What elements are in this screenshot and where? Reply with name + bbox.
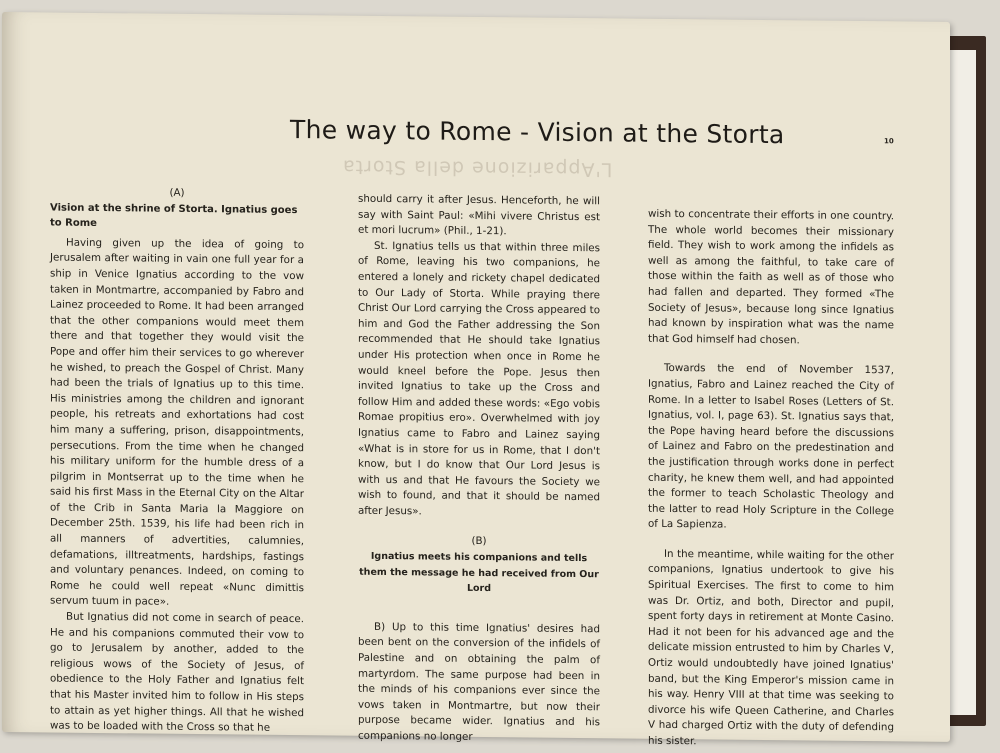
column-2 [358, 192, 600, 747]
bleed-through-text: L'Apparizione della Storta [342, 155, 613, 181]
paragraph: wish to concentrate their efforts in one country. The whole world becomes their missionary field. They wish to work among the infidels as well as among the faithful, to take care of those within the faith as well as of those who had fallen and departed. They formed «The Society of Jesus», because long since Ignatius had known by inspiration what was the name that God himself had chosen. [648, 207, 894, 347]
section-label-b: (B) [471, 535, 487, 548]
paragraph: B) Up to this time Ignatius' desires had been bent on the conversion of the infidels of Palestine and on obtaining the palm of martyrdom. The same purpose had been in the minds of his companions ever since the vows taken in Montmartre, but now their purpose became wider. Ignatius and his companions no longer [358, 620, 600, 743]
paragraph: Having given up the idea of going to Jerusalem after waiting in vain one full year for a ship in Venice Ignatius according to the vow taken in Montmartre, accompanied by Fabro and Lainez proceeded to Rome. It had been arranged that the other companions would meet them there and that together they would visit the Pope and offer him their services to go wherever he wished, to preach the Gospel of Christ. Many had been the trials of Ignatius up to this time. His ministries among the children and ignorant people, his retreats and exhortations had cost him many a suffering, prison, disappointments, persecutions. From the time when he changed his military uniform for the humble dress of a pilgrim in Montserrat up to the time when he said his first Mass in the Eternal City on the Altar of the Crib in Santa Maria la Maggiore on December 25th. 1539, his life had been rich in all manners of advertities, calumnies, defamations, illtreatments, hardships, fastings and voluntary penances. Indeed, on coming to Rome he could well repeat «Nunc dimittis servum tuum in pace». [50, 236, 304, 609]
cover-endpaper [950, 50, 976, 715]
paragraph: should carry it after Jesus. Henceforth, he will say with Saint Paul: «Mihi vivere Christus est et mori lucrum» (Phil., 1-21). [358, 192, 600, 238]
book-page [2, 12, 950, 748]
page-number: 10 [884, 137, 894, 146]
paragraph: But Ignatius did not come in search of peace. He and his companions commuted their vow to go to Jerusalem by another, added to the religious wows of the Society of Jesus, of obedience to the Holy Father and Ignatius felt that his Master invited him to follow in His steps to attain as yet higher things. All that he wished was to be loaded with the Cross so that he [50, 610, 304, 734]
page-title: The way to Rome - Vision at the Storta [290, 115, 785, 150]
section-label-a: (A) [169, 186, 185, 199]
section-heading-a: Vision at the shrine of Storta. Ignatius goes to Rome [50, 202, 298, 230]
column-3 [648, 207, 894, 752]
column-1 [50, 185, 304, 737]
paragraph: In the meantime, while waiting for the other companions, Ignatius undertook to give his Spiritual Exercises. The first to come to him was Dr. Ortiz, and both, Director and pupil, spent forty days in retirement at Monte Casino. Had it not been for his advanced age and the delicate mission entrusted to him by Charles V, Ortiz would undoubtedly have joined Ignatius' band, but the King Emperor's mission came in his way. Henry VIII at that time was seeking to divorce his wife Queen Catherine, and Charles V had charged Ortiz with the duty of defending his sister. [648, 547, 894, 748]
paragraph: Towards the end of November 1537, Ignatius, Fabro and Lainez reached the City of Rome. In a letter to Isabel Roses (Letters of St. Ignatius, vol. I, page 63). St. Ignatius says that, the Pope having heard before the discussions of Lainez and Fabro on the predestination and the justification through works done in perfect charity, he knew them well, and had appointed the former to teach Scholastic Theology and the latter to read Holy Scripture in the College of La Sapienza. [648, 362, 894, 531]
section-heading-b: Ignatius meets his companions and tells them the message he had received from Our Lord [359, 550, 599, 595]
paragraph: St. Ignatius tells us that within three miles of Rome, leaving his two companions, he entered a lonely and rickety chapel dedicated to Our Lady of Storta. While praying there Christ Our Lord carrying the Cross appeared to him and God the Father addressing the Son recommended that He should take Ignatius under His protection when once in Rome he would kneel before the Pope. Jesus then invited Ignatius to take up the Cross and follow Him and added these words: «Ego vobis Romae propitius ero». Overwhelmed with joy Ignatius came to Fabro and Lainez saying «What is in store for us in Rome, that I don't know, but I do know that Our Lord Jesus is with us and that He favours the Society we wish to found, and that it should be named after Jesus». [358, 239, 600, 518]
